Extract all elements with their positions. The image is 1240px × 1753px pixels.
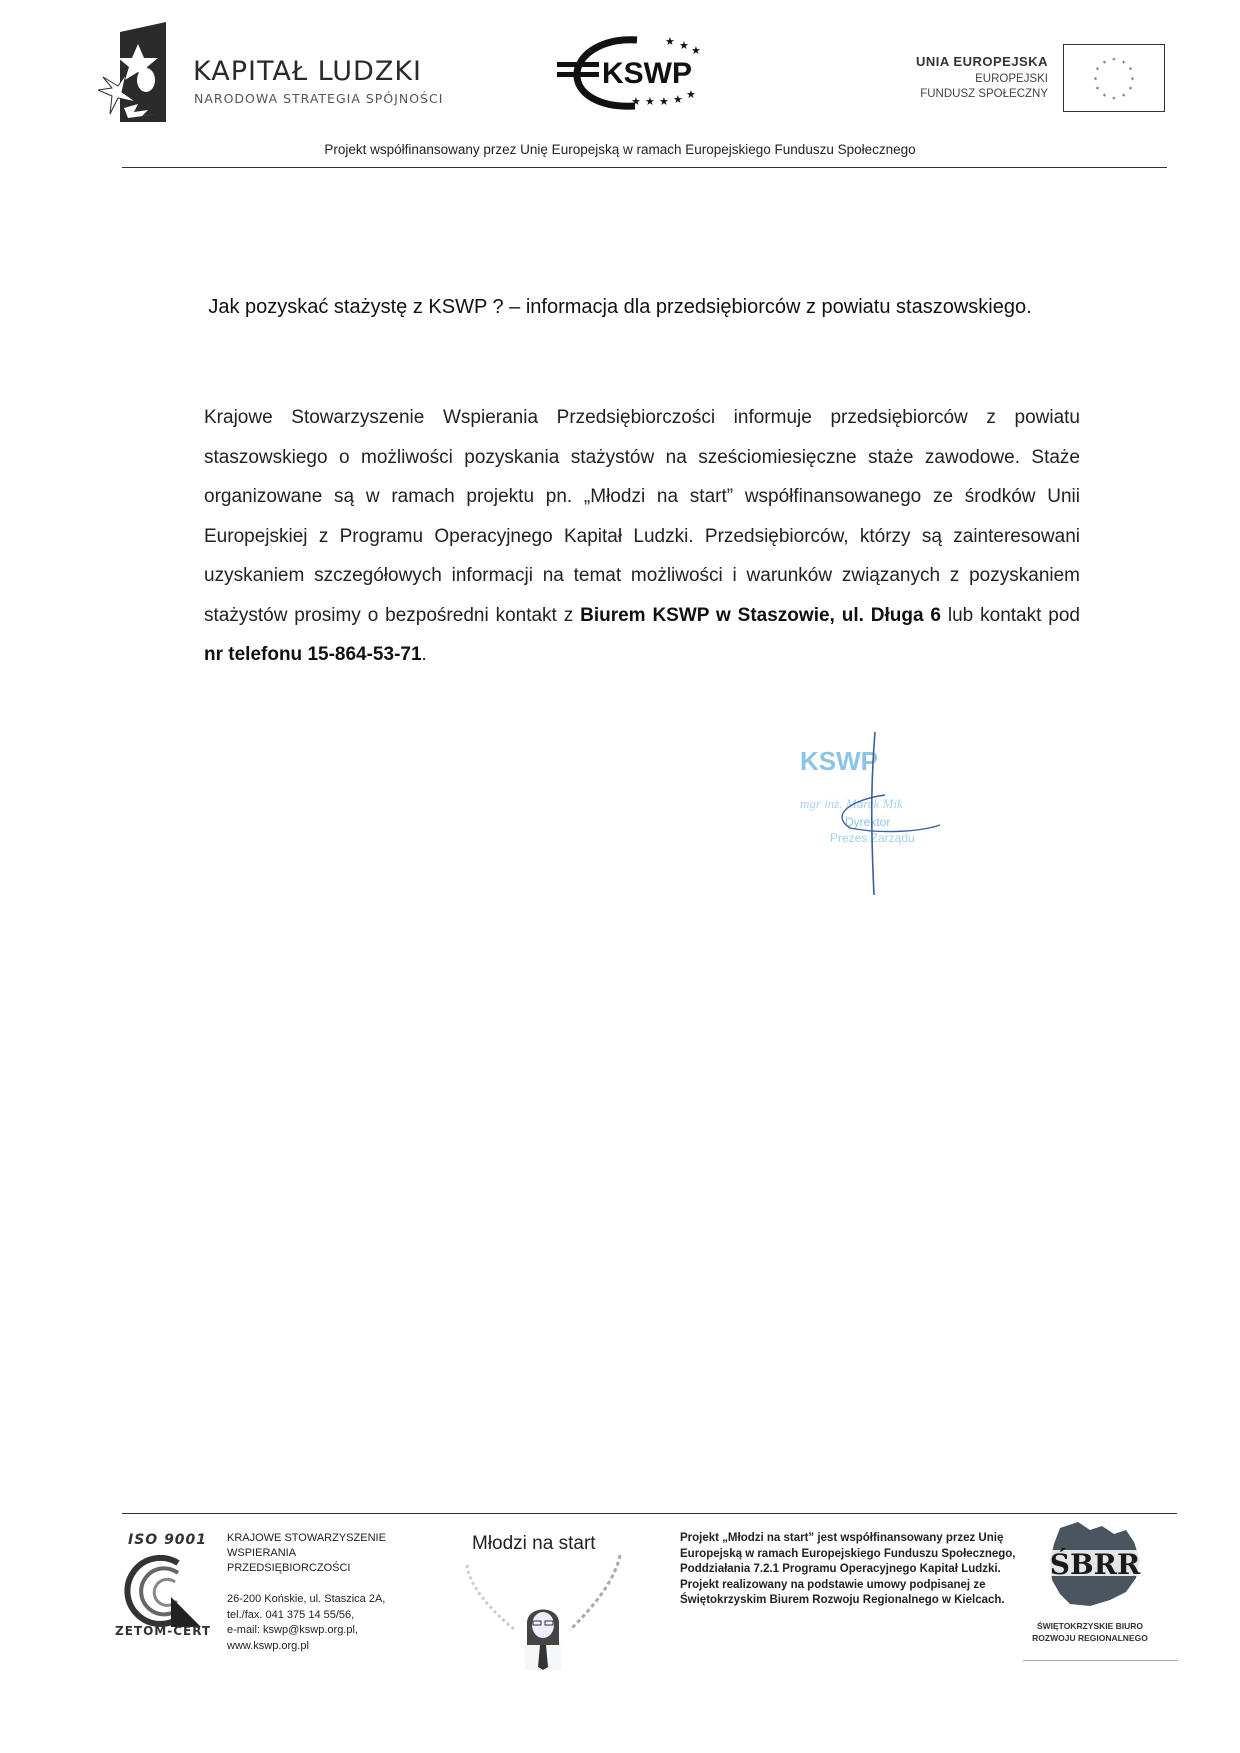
svg-text:★: ★ [665, 35, 675, 48]
svg-text:*: * [1102, 59, 1106, 68]
ue-line3: FUNDUSZ SPOŁECZNY [920, 88, 1048, 100]
kswp-address-line: 26-200 Końskie, ul. Staszica 2A, [227, 1593, 386, 1605]
svg-text:★: ★ [645, 95, 655, 108]
stamp-name: mgr inż. Marek Mik [800, 796, 903, 811]
svg-text:*: * [1112, 56, 1116, 65]
svg-text:*: * [1102, 92, 1106, 101]
sbrr-logo [1030, 1520, 1160, 1610]
svg-text:*: * [1122, 59, 1126, 68]
mlodzi-na-start-illustration [455, 1545, 630, 1670]
svg-text:*: * [1130, 75, 1135, 84]
svg-text:*: * [1095, 66, 1100, 75]
sbrr-divider [1023, 1660, 1178, 1661]
kswp-name-line: PRZEDSIĘBIORCZOŚCI [227, 1562, 351, 1574]
kswp-footer-name [227, 1531, 427, 1576]
kswp-name-line: KRAJOWE STOWARZYSZENIE [227, 1532, 386, 1544]
svg-text:*: * [1093, 75, 1098, 84]
sbrr-name-line: ROZWOJU REGIONALNEGO [1032, 1633, 1148, 1643]
cofinanced-line: Projekt współfinansowany przez Unię Europejską w ramach Europejskiego Funduszu Społecznego [324, 142, 916, 157]
stamp-org: KSWP [800, 746, 878, 776]
kswp-website-link[interactable]: www.kswp.org.pl [227, 1639, 309, 1652]
svg-text:★: ★ [691, 44, 701, 57]
svg-text:*: * [1112, 95, 1116, 104]
document-body [204, 398, 1080, 675]
stamp-role1: Dyrektor [845, 815, 891, 829]
svg-text:★: ★ [686, 88, 696, 101]
kswp-footer-address [227, 1592, 427, 1654]
svg-text:*: * [1128, 85, 1133, 94]
sbrr-name-line: ŚWIĘTOKRZYSKIE BIURO [1036, 1621, 1144, 1631]
kapital-ludzki-title: KAPITAŁ LUDZKI [193, 56, 422, 87]
body-phone-number: nr telefonu 15-864-53-71 [204, 644, 422, 665]
kswp-email-link[interactable]: e-mail: kswp@kswp.org.pl, [227, 1624, 358, 1636]
footer-divider [122, 1513, 1177, 1514]
document-title: Jak pozyskać stażystę z KSWP ? – informacja dla przedsiębiorców z powiatu staszowskiego. [208, 296, 1032, 318]
sbrr-name [1010, 1620, 1170, 1644]
kapital-ludzki-subtitle: NARODOWA STRATEGIA SPÓJNOŚCI [194, 91, 444, 106]
kswp-logo [555, 32, 735, 112]
zetom-cert-logo-icon [123, 1555, 213, 1630]
body-office-address: Biurem KSWP w Staszowie, ul. Długa 6 [580, 604, 941, 626]
svg-text:*: * [1122, 92, 1126, 101]
ue-title: UNIA EUROPEJSKA [916, 54, 1048, 69]
body-text-part3: . [421, 644, 427, 665]
svg-text:★: ★ [673, 93, 683, 106]
zetom-cert-label: ZETOM-CERT [115, 1624, 212, 1638]
body-text-part1: Krajowe Stowarzyszenie Wspierania Przedsiębiorczości informuje przedsiębiorców z powiatu staszowskiego o możliwości pozyskania stażystów na sześciomiesięczne staże zawodowe. Staże organizowane są w ramach projektu pn. „Młodzi na start” współfinansowanego ze środków Unii Europejskiej z Programu Operacyjnego Kapitał Ludzki. Przedsiębiorców, którzy są zainteresowani uzyskaniem szczegółowych informacji na temat możliwości i warunków związanych z pozyskaniem stażystów prosimy o bezpośredni kontakt z [204, 407, 1080, 626]
kswp-logo-text: KSWP [602, 57, 692, 90]
svg-text:*: * [1095, 85, 1100, 94]
header-divider [122, 167, 1167, 168]
body-text-part2: lub kontakt pod [941, 604, 1080, 626]
iso-label: ISO 9001 [128, 1532, 208, 1548]
eu-flag-icon [1063, 44, 1165, 112]
kswp-name-line: WSPIERANIA [227, 1547, 297, 1559]
project-funding-note: Projekt „Młodzi na start” jest współfinansowany przez Unię Europejską w ramach Europejskiego Funduszu Społecznego, Poddziałania 7.2.1 Programu Operacyjnego Kapitał Ludzki. Projekt realizowany na podstawie umowy podpisanej ze Świętokrzyskim Biurem Rozwoju Regionalnego w Kielcach. [680, 1532, 1016, 1606]
mlodzi-na-start-title: Młodzi na start [472, 1533, 596, 1554]
ue-line2: EUROPEJSKI [975, 73, 1048, 85]
sbrr-logo-text: ŚBRR [1049, 1548, 1141, 1581]
signature-stamp [790, 730, 990, 900]
svg-text:★: ★ [631, 95, 641, 108]
svg-text:*: * [1128, 66, 1133, 75]
stamp-role2: Prezes Zarządu [830, 831, 915, 845]
kswp-phone-line: tel./fax. 041 375 14 55/56, [227, 1608, 355, 1621]
svg-text:★: ★ [659, 95, 669, 108]
svg-text:★: ★ [679, 39, 689, 52]
kapital-ludzki-logo-icon [98, 22, 168, 122]
